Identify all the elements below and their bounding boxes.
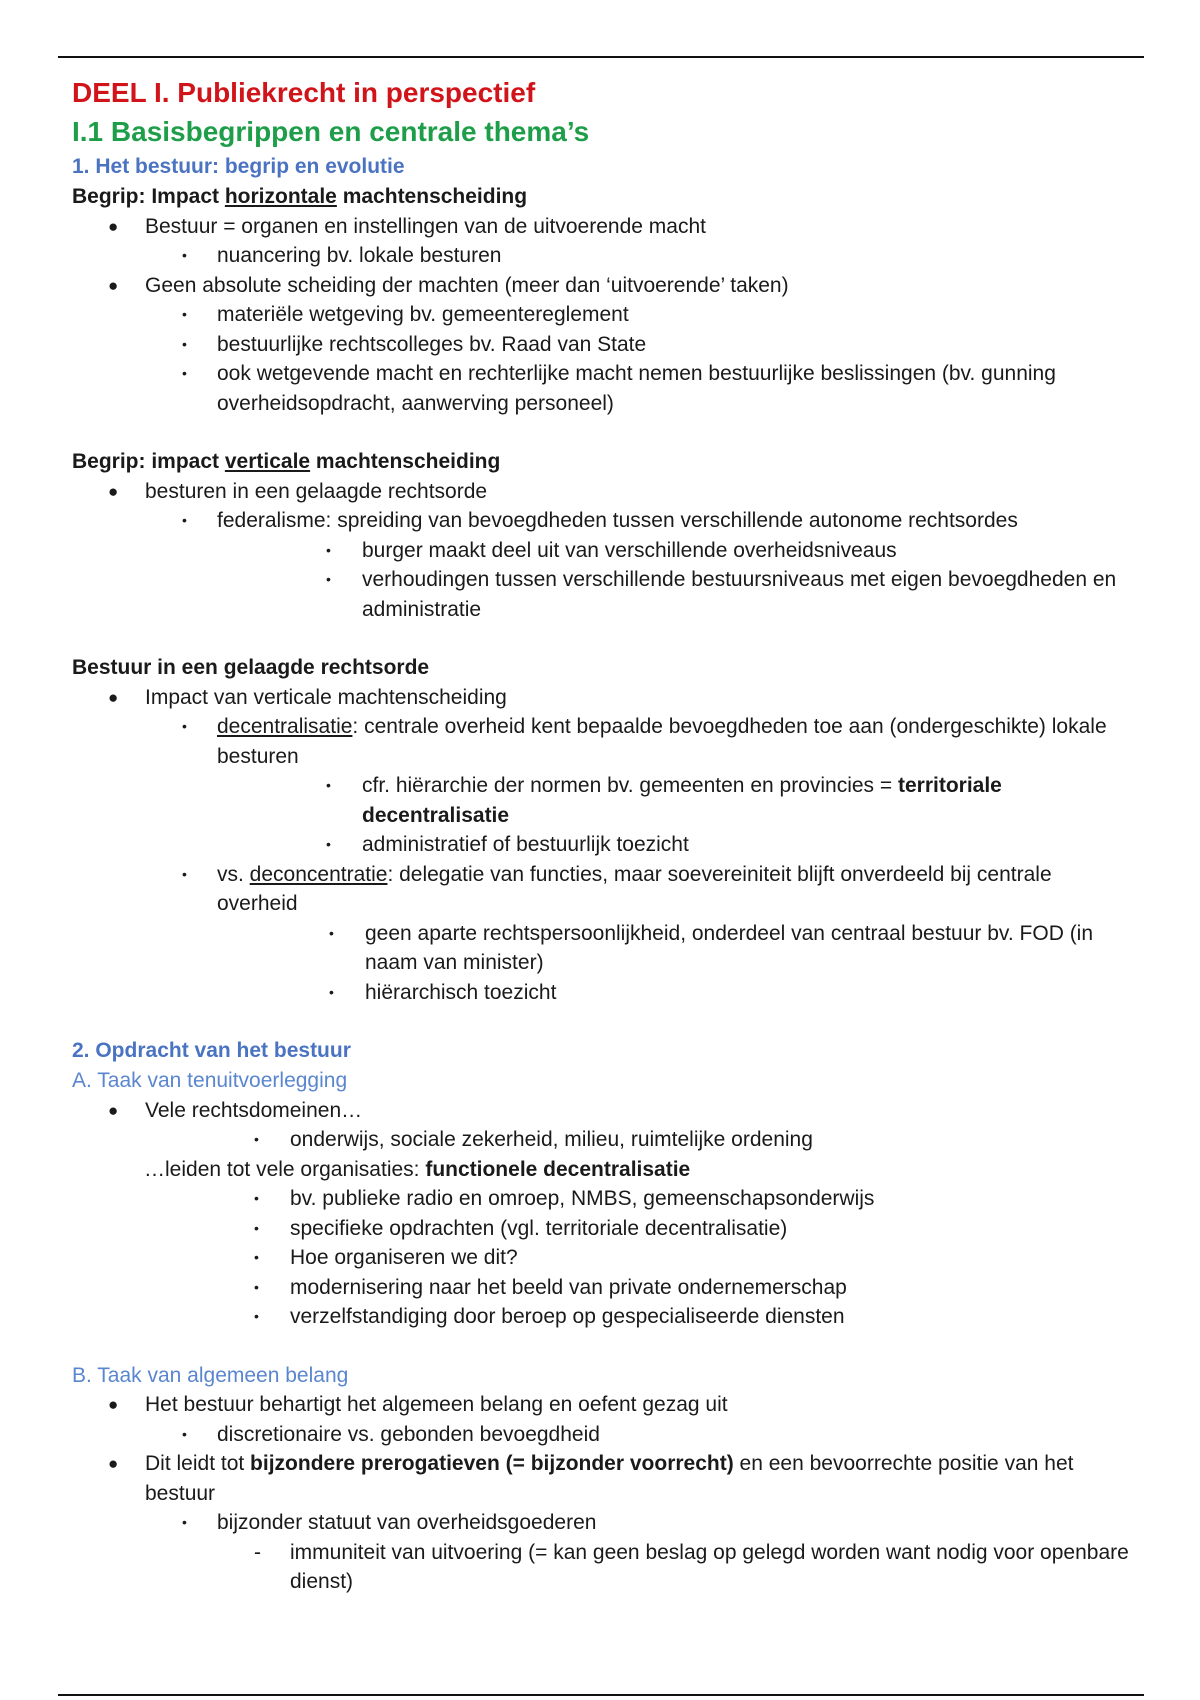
- list-item: ● besturen in een gelaagde rechtsorde: [108, 479, 488, 503]
- list-item: ● Geen absolute scheiding der machten (meer dan ‘uitvoerende’ taken): [108, 273, 789, 297]
- subheading-layered: Bestuur in een gelaagde rechtsorde: [72, 656, 430, 679]
- section-heading-1: 1. Het bestuur: begrip en evolutie: [72, 155, 405, 178]
- list-item: • vs. deconcentratie: delegatie van functies, maar soevereiniteit blijft onverdeeld bij centrale overheid: [182, 862, 1052, 915]
- list-item: • ook wetgevende macht en rechterlijke macht nemen bestuurlijke beslissingen (bv. gunning overheidsopdracht, aanwerving personeel): [182, 362, 1056, 415]
- part-title: DEEL I. Publiekrecht in perspectief: [72, 77, 536, 108]
- list-item: • bestuurlijke rechtscolleges bv. Raad van State: [182, 332, 647, 356]
- list-item: • hiërarchisch toezicht: [329, 980, 557, 1004]
- list-item: • Hoe organiseren we dit?: [254, 1246, 518, 1269]
- top-rule: [58, 56, 1144, 58]
- list-item: • discretionaire vs. gebonden bevoegdheid: [182, 1422, 600, 1446]
- continuation-text: …leiden tot vele organisaties: functionele decentralisatie: [144, 1157, 691, 1181]
- chapter-title: I.1 Basisbegrippen en centrale thema’s: [72, 116, 590, 147]
- subheading-vertical: Begrip: impact verticale machtenscheiding: [72, 450, 501, 473]
- subheading-horizontal: Begrip: Impact horizontale machtenscheiding: [72, 185, 528, 208]
- list-item: • nuancering bv. lokale besturen: [182, 244, 502, 267]
- list-item: - immuniteit van uitvoering (= kan geen beslag op gelegd worden want nodig voor openbare dienst): [254, 1540, 1129, 1593]
- list-item: • verzelfstandiging door beroep op gespecialiseerde diensten: [254, 1305, 845, 1328]
- list-item: • cfr. hiërarchie der normen bv. gemeenten en provincies = territoriale decentralisatie: [326, 774, 1002, 827]
- list-item: • materiële wetgeving bv. gemeentereglement: [182, 303, 629, 326]
- list-item: • burger maakt deel uit van verschillende overheidsniveaus: [326, 538, 897, 562]
- list-item: • geen aparte rechtspersoonlijkheid, onderdeel van centraal bestuur bv. FOD (in naam van minister): [329, 921, 1094, 974]
- list-item: • decentralisatie: centrale overheid kent bepaalde bevoegdheden toe aan (ondergeschikte) lokale besturen: [182, 715, 1107, 768]
- list-item: • bijzonder statuut van overheidsgoederen: [182, 1511, 597, 1534]
- list-item: • verhoudingen tussen verschillende bestuursniveaus met eigen bevoegdheden en administratie: [326, 568, 1117, 621]
- list-item: ● Vele rechtsdomeinen…: [108, 1098, 363, 1122]
- list-item: • modernisering naar het beeld van private ondernemerschap: [254, 1275, 847, 1299]
- list-item: • bv. publieke radio en omroep, NMBS, gemeenschapsonderwijs: [254, 1187, 875, 1210]
- list-item: • federalisme: spreiding van bevoegdheden tussen verschillende autonome rechtsordes: [182, 509, 1018, 532]
- list-item: ● Bestuur = organen en instellingen van de uitvoerende macht: [108, 214, 706, 238]
- document-page: [72, 74, 1132, 1597]
- bottom-rule: [58, 1694, 1144, 1696]
- section-heading-2: 2. Opdracht van het bestuur: [72, 1039, 351, 1062]
- list-item: ● Dit leidt tot bijzondere prerogatieven (= bijzonder voorrecht) en een bevoorrechte positie van het bestuur: [108, 1452, 1074, 1505]
- task-heading-b: B. Taak van algemeen belang: [72, 1363, 349, 1387]
- list-item: ● Impact van verticale machtenscheiding: [108, 685, 507, 709]
- list-item: ● Het bestuur behartigt het algemeen belang en oefent gezag uit: [108, 1393, 728, 1416]
- list-item: • administratief of bestuurlijk toezicht: [326, 833, 689, 856]
- list-item: • onderwijs, sociale zekerheid, milieu, ruimtelijke ordening: [254, 1128, 813, 1151]
- list-item: • specifieke opdrachten (vgl. territoriale decentralisatie): [254, 1216, 788, 1240]
- task-heading-a: A. Taak van tenuitvoerlegging: [72, 1069, 348, 1092]
